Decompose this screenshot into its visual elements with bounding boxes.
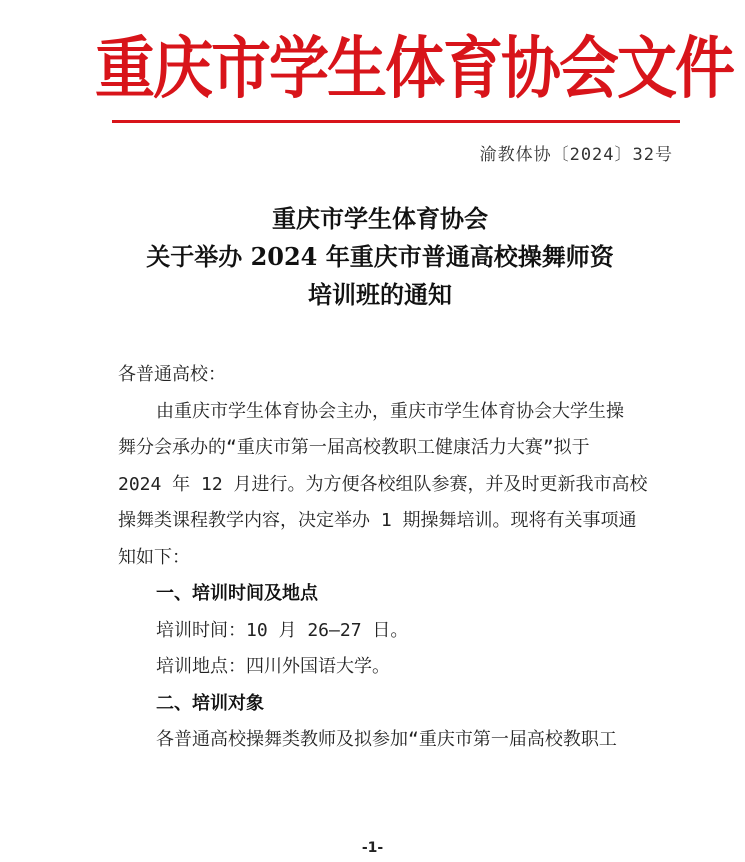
salutation: 各普通高校： — [118, 364, 226, 385]
document-number: 渝教体协〔2024〕32号 — [479, 145, 673, 165]
title-line-3: 培训班的通知 — [308, 280, 452, 309]
section-heading-time-place: 一、培训时间及地点 — [156, 583, 318, 604]
title-line-1: 重庆市学生体育协会 — [272, 204, 488, 233]
audience-text: 各普通高校操舞类教师及拟参加“重庆市第一届高校教职工 — [156, 729, 617, 750]
red-divider-line — [112, 120, 680, 123]
intro-line-1: 由重庆市学生体育协会主办，重庆市学生体育协会大学生操 — [156, 400, 624, 422]
intro-line-2: 舞分会承办的“重庆市第一届高校教职工健康活力大赛”拟于 — [118, 437, 590, 458]
notice-body — [118, 357, 678, 759]
intro-line-3: 2024 年 12 月进行。为方便各校组队参赛，并及时更新我市高校 — [118, 473, 648, 495]
intro-line-4: 操舞类课程教学内容，决定举办 1 期操舞培训。现将有关事项通 — [118, 510, 637, 531]
section-heading-audience: 二、培训对象 — [156, 692, 264, 714]
masthead-title: 重庆市学生体育协会文件 — [95, 29, 733, 109]
notice-title — [80, 200, 680, 314]
training-place: 培训地点：四川外国语大学。 — [156, 656, 390, 677]
intro-line-5: 知如下： — [118, 546, 190, 568]
training-time: 培训时间：10 月 26—27 日。 — [156, 619, 409, 641]
page-number: -1- — [361, 840, 384, 856]
title-line-2: 关于举办 2024 年重庆市普通高校操舞师资 — [146, 242, 614, 271]
